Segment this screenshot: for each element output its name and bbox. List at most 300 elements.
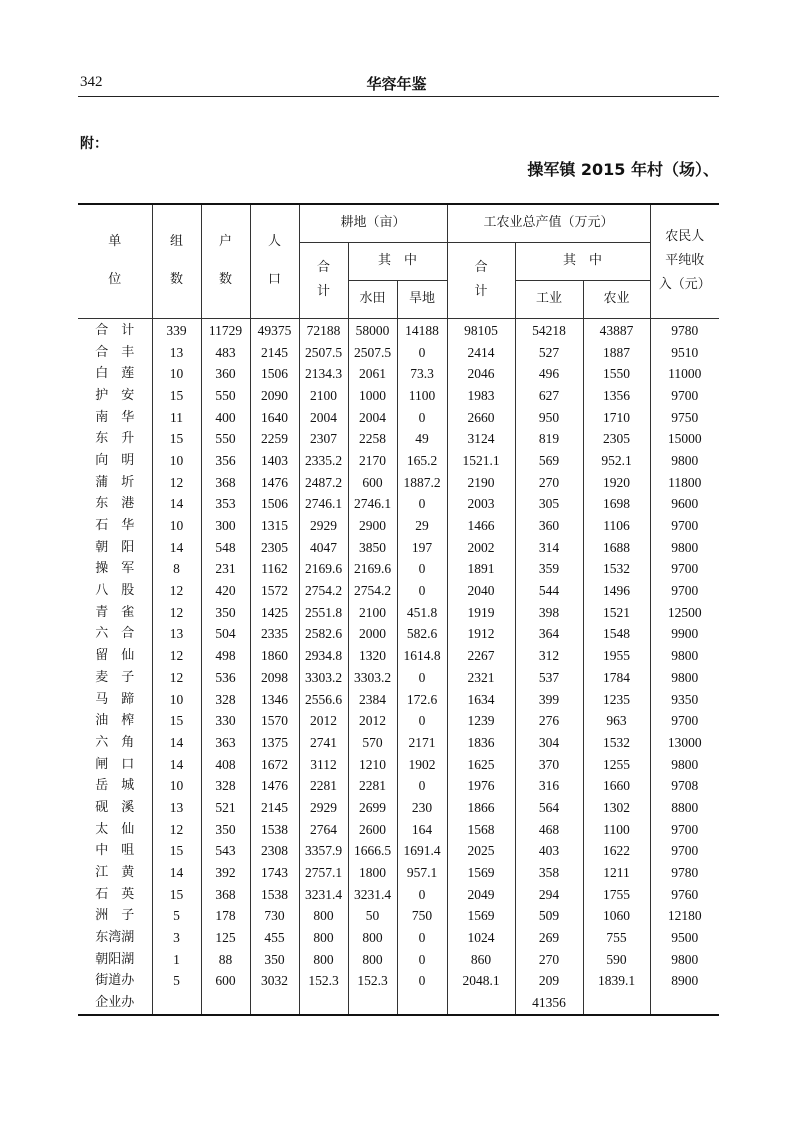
table-cell: 1532 bbox=[583, 558, 650, 580]
table-cell: 164 bbox=[397, 818, 447, 840]
table-cell: 2169.6 bbox=[299, 558, 348, 580]
table-cell: 800 bbox=[299, 905, 348, 927]
table-cell: 1476 bbox=[250, 775, 299, 797]
table-cell: 8 bbox=[152, 558, 201, 580]
unit-name-cell: 企业办 bbox=[78, 992, 152, 1015]
table-row bbox=[78, 970, 719, 992]
table-cell: 398 bbox=[515, 601, 583, 623]
table-cell: 50 bbox=[348, 905, 397, 927]
table-row bbox=[78, 406, 719, 428]
table-cell: 2100 bbox=[299, 385, 348, 407]
table-cell: 9800 bbox=[650, 667, 719, 689]
table-cell: 2746.1 bbox=[299, 493, 348, 515]
table-cell bbox=[447, 992, 515, 1015]
table-cell: 13 bbox=[152, 797, 201, 819]
table-cell: 269 bbox=[515, 927, 583, 949]
table-cell: 270 bbox=[515, 471, 583, 493]
table-cell: 3303.2 bbox=[299, 667, 348, 689]
table-cell: 1755 bbox=[583, 883, 650, 905]
table-cell: 2507.5 bbox=[299, 341, 348, 363]
unit-name-cell: 蒲 圻 bbox=[78, 471, 152, 493]
table-cell: 2169.6 bbox=[348, 558, 397, 580]
table-cell: 43887 bbox=[583, 318, 650, 341]
table-cell: 1634 bbox=[447, 688, 515, 710]
table-cell: 356 bbox=[201, 450, 250, 472]
header-output: 工农业总产值（万元） bbox=[447, 204, 650, 242]
table-cell: 14 bbox=[152, 753, 201, 775]
table-cell: 957.1 bbox=[397, 862, 447, 884]
table-cell: 399 bbox=[515, 688, 583, 710]
unit-name-cell: 八 股 bbox=[78, 580, 152, 602]
table-cell: 2048.1 bbox=[447, 970, 515, 992]
header-output-total: 合 计 bbox=[447, 242, 515, 318]
table-cell: 49375 bbox=[250, 318, 299, 341]
table-cell: 12 bbox=[152, 645, 201, 667]
table-cell bbox=[348, 992, 397, 1015]
header-households: 户 数 bbox=[201, 204, 250, 318]
table-cell: 358 bbox=[515, 862, 583, 884]
header-rule bbox=[78, 96, 719, 97]
table-cell: 3850 bbox=[348, 536, 397, 558]
table-cell: 800 bbox=[348, 927, 397, 949]
table-cell: 2507.5 bbox=[348, 341, 397, 363]
table-cell: 15 bbox=[152, 883, 201, 905]
table-cell: 548 bbox=[201, 536, 250, 558]
table-cell: 544 bbox=[515, 580, 583, 602]
table-cell: 10 bbox=[152, 450, 201, 472]
table-cell: 58000 bbox=[348, 318, 397, 341]
table-row bbox=[78, 840, 719, 862]
table-cell: 590 bbox=[583, 948, 650, 970]
table-cell: 12 bbox=[152, 580, 201, 602]
table-cell: 2258 bbox=[348, 428, 397, 450]
table-cell: 2487.2 bbox=[299, 471, 348, 493]
table-cell: 2551.8 bbox=[299, 601, 348, 623]
table-cell: 152.3 bbox=[348, 970, 397, 992]
table-cell: 14 bbox=[152, 862, 201, 884]
table-cell: 98105 bbox=[447, 318, 515, 341]
table-cell: 0 bbox=[397, 970, 447, 992]
table-cell: 2307 bbox=[299, 428, 348, 450]
table-cell: 2061 bbox=[348, 363, 397, 385]
table-cell: 2145 bbox=[250, 341, 299, 363]
table-cell: 403 bbox=[515, 840, 583, 862]
table-cell: 73.3 bbox=[397, 363, 447, 385]
table-cell: 2414 bbox=[447, 341, 515, 363]
table-cell: 353 bbox=[201, 493, 250, 515]
table-cell: 527 bbox=[515, 341, 583, 363]
header-farmland-total: 合 计 bbox=[299, 242, 348, 318]
village-statistics-table bbox=[78, 203, 719, 1016]
table-cell: 600 bbox=[348, 471, 397, 493]
table-row bbox=[78, 710, 719, 732]
table-cell: 1983 bbox=[447, 385, 515, 407]
table-cell: 2090 bbox=[250, 385, 299, 407]
header-industry: 工业 bbox=[515, 280, 583, 318]
table-cell: 9600 bbox=[650, 493, 719, 515]
table-cell: 1836 bbox=[447, 732, 515, 754]
table-row bbox=[78, 385, 719, 407]
table-cell: 1496 bbox=[583, 580, 650, 602]
table-cell: 312 bbox=[515, 645, 583, 667]
table-row bbox=[78, 797, 719, 819]
header-population: 人 口 bbox=[250, 204, 299, 318]
table-cell: 14 bbox=[152, 493, 201, 515]
table-row bbox=[78, 992, 719, 1015]
table-cell: 2049 bbox=[447, 883, 515, 905]
table-cell: 1891 bbox=[447, 558, 515, 580]
table-cell: 1839.1 bbox=[583, 970, 650, 992]
table-cell: 9800 bbox=[650, 450, 719, 472]
table-row bbox=[78, 688, 719, 710]
table-cell: 360 bbox=[515, 515, 583, 537]
table-cell: 2145 bbox=[250, 797, 299, 819]
table-cell: 455 bbox=[250, 927, 299, 949]
table-cell: 2004 bbox=[299, 406, 348, 428]
table-cell: 3303.2 bbox=[348, 667, 397, 689]
table-cell: 1315 bbox=[250, 515, 299, 537]
table-cell: 14 bbox=[152, 536, 201, 558]
table-row bbox=[78, 645, 719, 667]
table-row bbox=[78, 753, 719, 775]
table-cell: 15000 bbox=[650, 428, 719, 450]
table-cell: 9700 bbox=[650, 515, 719, 537]
table-cell: 339 bbox=[152, 318, 201, 341]
table-row bbox=[78, 667, 719, 689]
table-row bbox=[78, 732, 719, 754]
table-cell: 2171 bbox=[397, 732, 447, 754]
table-cell: 569 bbox=[515, 450, 583, 472]
table-cell: 2384 bbox=[348, 688, 397, 710]
unit-name-cell: 闸 口 bbox=[78, 753, 152, 775]
table-cell: 1568 bbox=[447, 818, 515, 840]
table-row bbox=[78, 493, 719, 515]
unit-name-cell: 东 港 bbox=[78, 493, 152, 515]
table-cell: 1710 bbox=[583, 406, 650, 428]
table-cell: 800 bbox=[299, 927, 348, 949]
table-cell: 1320 bbox=[348, 645, 397, 667]
table-cell: 627 bbox=[515, 385, 583, 407]
table-cell: 2321 bbox=[447, 667, 515, 689]
table-cell: 15 bbox=[152, 840, 201, 862]
table-cell: 1425 bbox=[250, 601, 299, 623]
unit-name-cell: 朝 阳 bbox=[78, 536, 152, 558]
unit-name-cell: 马 蹄 bbox=[78, 688, 152, 710]
unit-name-cell: 太 仙 bbox=[78, 818, 152, 840]
table-cell: 860 bbox=[447, 948, 515, 970]
table-cell: 165.2 bbox=[397, 450, 447, 472]
table-cell: 1640 bbox=[250, 406, 299, 428]
table-cell: 2335.2 bbox=[299, 450, 348, 472]
table-title: 操军镇 2015 年村（场）、 bbox=[527, 160, 719, 179]
table-cell bbox=[397, 992, 447, 1015]
table-cell: 13 bbox=[152, 623, 201, 645]
table-cell: 600 bbox=[201, 970, 250, 992]
table-row bbox=[78, 580, 719, 602]
table-row bbox=[78, 601, 719, 623]
table-cell: 197 bbox=[397, 536, 447, 558]
table-cell: 750 bbox=[397, 905, 447, 927]
table-cell: 498 bbox=[201, 645, 250, 667]
table-cell: 2764 bbox=[299, 818, 348, 840]
header-groups: 组 数 bbox=[152, 204, 201, 318]
table-cell: 3357.9 bbox=[299, 840, 348, 862]
table-cell: 730 bbox=[250, 905, 299, 927]
table-cell: 49 bbox=[397, 428, 447, 450]
table-cell: 1570 bbox=[250, 710, 299, 732]
table-cell: 1255 bbox=[583, 753, 650, 775]
table-cell: 1800 bbox=[348, 862, 397, 884]
table-cell: 1356 bbox=[583, 385, 650, 407]
table-cell: 2754.2 bbox=[299, 580, 348, 602]
table-cell: 1887 bbox=[583, 341, 650, 363]
unit-name-cell: 东湾湖 bbox=[78, 927, 152, 949]
unit-name-cell: 护 安 bbox=[78, 385, 152, 407]
unit-name-cell: 砚 溪 bbox=[78, 797, 152, 819]
table-row bbox=[78, 862, 719, 884]
table-cell: 1550 bbox=[583, 363, 650, 385]
page-number: 342 bbox=[80, 74, 103, 90]
table-cell: 392 bbox=[201, 862, 250, 884]
running-title: 华容年鉴 bbox=[366, 75, 427, 93]
table-cell: 9780 bbox=[650, 862, 719, 884]
table-cell: 9800 bbox=[650, 645, 719, 667]
table-cell: 0 bbox=[397, 927, 447, 949]
table-cell: 2134.3 bbox=[299, 363, 348, 385]
header-income: 农民人 平纯收 入（元） bbox=[650, 204, 719, 318]
table-cell: 0 bbox=[397, 493, 447, 515]
table-cell: 2754.2 bbox=[348, 580, 397, 602]
table-cell: 363 bbox=[201, 732, 250, 754]
table-cell: 1866 bbox=[447, 797, 515, 819]
table-cell: 9700 bbox=[650, 558, 719, 580]
table-cell: 1 bbox=[152, 948, 201, 970]
table-cell: 305 bbox=[515, 493, 583, 515]
table-cell: 1302 bbox=[583, 797, 650, 819]
table-cell: 13000 bbox=[650, 732, 719, 754]
table-cell: 2004 bbox=[348, 406, 397, 428]
unit-name-cell: 南 华 bbox=[78, 406, 152, 428]
table-cell: 1625 bbox=[447, 753, 515, 775]
table-cell: 3231.4 bbox=[348, 883, 397, 905]
unit-name-cell: 合 计 bbox=[78, 318, 152, 341]
table-cell: 1698 bbox=[583, 493, 650, 515]
table-cell: 468 bbox=[515, 818, 583, 840]
table-row bbox=[78, 363, 719, 385]
table-cell: 1466 bbox=[447, 515, 515, 537]
table-cell: 1521 bbox=[583, 601, 650, 623]
table-cell: 2660 bbox=[447, 406, 515, 428]
table-cell: 1548 bbox=[583, 623, 650, 645]
table-cell: 364 bbox=[515, 623, 583, 645]
table-cell: 1572 bbox=[250, 580, 299, 602]
table-cell: 582.6 bbox=[397, 623, 447, 645]
table-cell: 2012 bbox=[348, 710, 397, 732]
table-cell: 1887.2 bbox=[397, 471, 447, 493]
table-cell: 963 bbox=[583, 710, 650, 732]
table-cell: 29 bbox=[397, 515, 447, 537]
table-cell: 1239 bbox=[447, 710, 515, 732]
unit-name-cell: 朝阳湖 bbox=[78, 948, 152, 970]
table-cell: 5 bbox=[152, 970, 201, 992]
table-cell: 1569 bbox=[447, 862, 515, 884]
table-cell: 950 bbox=[515, 406, 583, 428]
table-cell: 1521.1 bbox=[447, 450, 515, 472]
table-cell: 2741 bbox=[299, 732, 348, 754]
header-agriculture: 农业 bbox=[583, 280, 650, 318]
table-cell: 9800 bbox=[650, 753, 719, 775]
table-cell: 1860 bbox=[250, 645, 299, 667]
unit-name-cell: 白 莲 bbox=[78, 363, 152, 385]
table-cell: 3112 bbox=[299, 753, 348, 775]
table-cell: 1211 bbox=[583, 862, 650, 884]
unit-name-cell: 油 榨 bbox=[78, 710, 152, 732]
table-cell: 11800 bbox=[650, 471, 719, 493]
table-cell: 9700 bbox=[650, 710, 719, 732]
table-cell: 1955 bbox=[583, 645, 650, 667]
table-cell: 2259 bbox=[250, 428, 299, 450]
unit-name-cell: 石 英 bbox=[78, 883, 152, 905]
table-row bbox=[78, 515, 719, 537]
table-cell: 2098 bbox=[250, 667, 299, 689]
table-cell: 819 bbox=[515, 428, 583, 450]
unit-name-cell: 青 雀 bbox=[78, 601, 152, 623]
appendix-label: 附： bbox=[80, 136, 108, 152]
table-cell: 2582.6 bbox=[299, 623, 348, 645]
table-cell bbox=[201, 992, 250, 1015]
table-cell: 1688 bbox=[583, 536, 650, 558]
table-cell: 10 bbox=[152, 775, 201, 797]
table-cell: 3231.4 bbox=[299, 883, 348, 905]
table-cell: 1614.8 bbox=[397, 645, 447, 667]
table-cell: 9700 bbox=[650, 385, 719, 407]
table-cell: 1532 bbox=[583, 732, 650, 754]
table-cell: 12500 bbox=[650, 601, 719, 623]
table-cell: 1622 bbox=[583, 840, 650, 862]
table-cell: 0 bbox=[397, 341, 447, 363]
unit-name-cell: 麦 子 bbox=[78, 667, 152, 689]
table-cell: 2100 bbox=[348, 601, 397, 623]
table-cell: 1902 bbox=[397, 753, 447, 775]
table-cell: 330 bbox=[201, 710, 250, 732]
table-cell: 1235 bbox=[583, 688, 650, 710]
table-cell: 1672 bbox=[250, 753, 299, 775]
table-cell: 564 bbox=[515, 797, 583, 819]
table-cell: 1375 bbox=[250, 732, 299, 754]
table-cell: 521 bbox=[201, 797, 250, 819]
table-cell: 2699 bbox=[348, 797, 397, 819]
table-cell: 350 bbox=[250, 948, 299, 970]
table-cell bbox=[650, 992, 719, 1015]
table-cell: 1976 bbox=[447, 775, 515, 797]
table-cell bbox=[250, 992, 299, 1015]
table-cell: 231 bbox=[201, 558, 250, 580]
table-cell: 9800 bbox=[650, 948, 719, 970]
unit-name-cell: 中 咀 bbox=[78, 840, 152, 862]
table-cell: 537 bbox=[515, 667, 583, 689]
header-dry: 旱地 bbox=[397, 280, 447, 318]
table-row bbox=[78, 927, 719, 949]
header-of-which: 其 中 bbox=[348, 242, 447, 280]
unit-name-cell: 六 角 bbox=[78, 732, 152, 754]
table-cell: 9700 bbox=[650, 818, 719, 840]
table-cell: 300 bbox=[201, 515, 250, 537]
table-cell: 1506 bbox=[250, 363, 299, 385]
table-cell: 570 bbox=[348, 732, 397, 754]
table-cell: 1476 bbox=[250, 471, 299, 493]
table-cell: 1569 bbox=[447, 905, 515, 927]
table-cell: 1100 bbox=[397, 385, 447, 407]
table-cell: 2003 bbox=[447, 493, 515, 515]
table-cell: 2335 bbox=[250, 623, 299, 645]
table-cell: 1912 bbox=[447, 623, 515, 645]
unit-name-cell: 向 明 bbox=[78, 450, 152, 472]
table-cell: 359 bbox=[515, 558, 583, 580]
table-cell: 72188 bbox=[299, 318, 348, 341]
table-cell: 2281 bbox=[348, 775, 397, 797]
table-cell: 178 bbox=[201, 905, 250, 927]
table-cell: 9510 bbox=[650, 341, 719, 363]
table-cell: 2267 bbox=[447, 645, 515, 667]
table-cell: 9708 bbox=[650, 775, 719, 797]
table-cell: 3 bbox=[152, 927, 201, 949]
table-cell: 1060 bbox=[583, 905, 650, 927]
table-cell: 1100 bbox=[583, 818, 650, 840]
table-cell: 1743 bbox=[250, 862, 299, 884]
table-cell: 9700 bbox=[650, 840, 719, 862]
table-cell: 14188 bbox=[397, 318, 447, 341]
unit-name-cell: 留 仙 bbox=[78, 645, 152, 667]
table-cell: 2308 bbox=[250, 840, 299, 862]
unit-name-cell: 东 升 bbox=[78, 428, 152, 450]
table-row bbox=[78, 905, 719, 927]
table-cell: 2000 bbox=[348, 623, 397, 645]
unit-name-cell: 石 华 bbox=[78, 515, 152, 537]
table-cell: 209 bbox=[515, 970, 583, 992]
table-cell: 2040 bbox=[447, 580, 515, 602]
table-cell: 328 bbox=[201, 688, 250, 710]
table-cell: 2929 bbox=[299, 515, 348, 537]
table-cell: 1538 bbox=[250, 818, 299, 840]
table-cell: 1538 bbox=[250, 883, 299, 905]
table-cell bbox=[583, 992, 650, 1015]
table-cell: 1210 bbox=[348, 753, 397, 775]
table-cell: 9350 bbox=[650, 688, 719, 710]
table-cell: 1506 bbox=[250, 493, 299, 515]
table-cell: 12 bbox=[152, 471, 201, 493]
table-cell: 1666.5 bbox=[348, 840, 397, 862]
table-cell: 800 bbox=[348, 948, 397, 970]
table-cell: 2929 bbox=[299, 797, 348, 819]
table-cell: 0 bbox=[397, 667, 447, 689]
table-cell: 0 bbox=[397, 948, 447, 970]
table-cell: 9800 bbox=[650, 536, 719, 558]
table-cell: 14 bbox=[152, 732, 201, 754]
table-cell: 270 bbox=[515, 948, 583, 970]
table-cell: 496 bbox=[515, 363, 583, 385]
table-cell: 451.8 bbox=[397, 601, 447, 623]
table-cell: 0 bbox=[397, 580, 447, 602]
table-cell: 1403 bbox=[250, 450, 299, 472]
table-cell: 294 bbox=[515, 883, 583, 905]
table-cell: 2757.1 bbox=[299, 862, 348, 884]
table-row bbox=[78, 948, 719, 970]
table-cell: 12 bbox=[152, 601, 201, 623]
table-row bbox=[78, 428, 719, 450]
table-cell: 420 bbox=[201, 580, 250, 602]
table-cell: 172.6 bbox=[397, 688, 447, 710]
table-row bbox=[78, 536, 719, 558]
